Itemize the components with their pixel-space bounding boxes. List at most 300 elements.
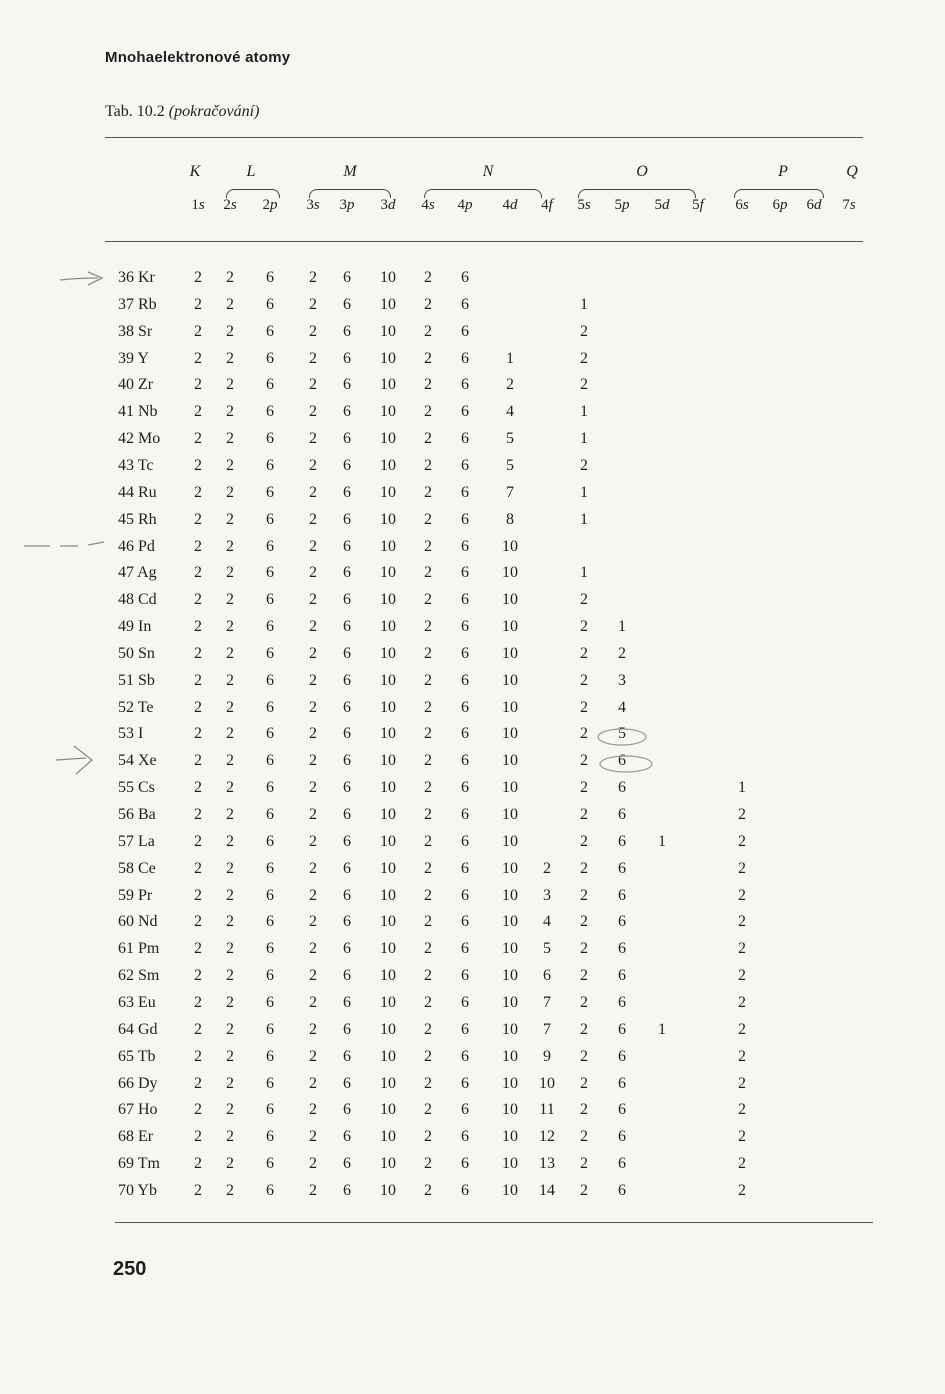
occupancy-5s: 2	[580, 886, 588, 904]
occupancy-4d: 10	[502, 1181, 518, 1199]
occupancy-4p: 6	[461, 456, 469, 474]
table-row	[0, 1074, 945, 1101]
occupancy-4p: 6	[461, 752, 469, 770]
occupancy-3p: 6	[343, 940, 351, 958]
element-label: 42 Mo	[118, 430, 161, 448]
occupancy-3p: 6	[343, 618, 351, 636]
occupancy-5s: 2	[580, 967, 588, 985]
table-top-rule	[105, 137, 863, 138]
element-label: 62 Sm	[118, 967, 160, 985]
element-label: 39 Y	[118, 349, 149, 367]
occupancy-4f: 3	[543, 886, 551, 904]
occupancy-1s: 2	[194, 779, 202, 797]
occupancy-3d: 10	[380, 1020, 396, 1038]
occupancy-3p: 6	[343, 698, 351, 716]
table-row	[0, 268, 945, 295]
occupancy-4d: 10	[502, 913, 518, 931]
occupancy-2s: 2	[226, 725, 234, 743]
occupancy-3s: 2	[309, 698, 317, 716]
occupancy-1s: 2	[194, 993, 202, 1011]
occupancy-1s: 2	[194, 510, 202, 528]
occupancy-3s: 2	[309, 564, 317, 582]
occupancy-3d: 10	[380, 725, 396, 743]
occupancy-4s: 2	[424, 940, 432, 958]
occupancy-4d: 10	[502, 1128, 518, 1146]
occupancy-3s: 2	[309, 967, 317, 985]
occupancy-1s: 2	[194, 376, 202, 394]
occupancy-1s: 2	[194, 913, 202, 931]
occupancy-2p: 6	[266, 537, 274, 555]
occupancy-3p: 6	[343, 832, 351, 850]
subshell-label-5p: 5p	[614, 197, 630, 213]
occupancy-3d: 10	[380, 537, 396, 555]
occupancy-2s: 2	[226, 671, 234, 689]
occupancy-4s: 2	[424, 430, 432, 448]
page-header-title: Mnohaelektronové atomy	[105, 49, 291, 66]
occupancy-5s: 2	[580, 591, 588, 609]
element-label: 49 In	[118, 618, 152, 636]
occupancy-4d: 10	[502, 779, 518, 797]
occupancy-4d: 10	[502, 832, 518, 850]
subshell-label-5s: 5s	[577, 197, 591, 213]
element-label: 54 Xe	[118, 752, 157, 770]
occupancy-3s: 2	[309, 1155, 317, 1173]
occupancy-4p: 6	[461, 618, 469, 636]
occupancy-2p: 6	[266, 1047, 274, 1065]
occupancy-3d: 10	[380, 322, 396, 340]
element-label: 47 Ag	[118, 564, 157, 582]
occupancy-3s: 2	[309, 269, 317, 286]
table-row	[0, 483, 945, 510]
occupancy-3d: 10	[380, 993, 396, 1011]
occupancy-4s: 2	[424, 564, 432, 582]
subshell-label-6d: 6d	[806, 197, 822, 213]
occupancy-3p: 6	[343, 510, 351, 528]
table-row	[0, 724, 945, 751]
element-label: 58 Ce	[118, 859, 156, 877]
occupancy-3d: 10	[380, 1047, 396, 1065]
subshell-label-3d: 3d	[380, 197, 396, 213]
occupancy-6s: 2	[738, 913, 746, 931]
occupancy-2s: 2	[226, 752, 234, 770]
occupancy-3s: 2	[309, 806, 317, 823]
table-row	[0, 1100, 945, 1127]
table-row	[0, 1020, 945, 1047]
occupancy-4d: 5	[506, 430, 514, 448]
occupancy-3d: 10	[380, 430, 396, 448]
occupancy-4p: 6	[461, 671, 469, 689]
occupancy-3d: 10	[380, 1181, 396, 1199]
occupancy-4p: 6	[461, 967, 469, 985]
table-row	[0, 1047, 945, 1074]
occupancy-4d: 10	[502, 698, 518, 716]
occupancy-2s: 2	[226, 940, 234, 958]
occupancy-3d: 10	[380, 1101, 396, 1119]
table-row	[0, 993, 945, 1020]
occupancy-5s: 1	[580, 510, 588, 528]
shell-label-k: K	[189, 163, 201, 180]
table-row	[0, 644, 945, 671]
table-row	[0, 832, 945, 859]
subshell-label-2p: 2p	[262, 197, 278, 213]
occupancy-4s: 2	[424, 295, 432, 313]
occupancy-3d: 10	[380, 806, 396, 823]
occupancy-5s: 2	[580, 644, 588, 662]
occupancy-3p: 6	[343, 806, 351, 823]
occupancy-1s: 2	[194, 1047, 202, 1065]
occupancy-3s: 2	[309, 779, 317, 797]
occupancy-4p: 6	[461, 1101, 469, 1119]
occupancy-4p: 6	[461, 1074, 469, 1092]
table-row	[0, 751, 945, 778]
occupancy-3d: 10	[380, 1128, 396, 1146]
occupancy-1s: 2	[194, 349, 202, 367]
table-row	[0, 402, 945, 429]
occupancy-4f: 6	[543, 967, 551, 985]
occupancy-2s: 2	[226, 376, 234, 394]
table-row	[0, 671, 945, 698]
occupancy-5s: 2	[580, 618, 588, 636]
table-caption	[105, 103, 259, 121]
occupancy-5s: 2	[580, 1181, 588, 1199]
occupancy-2p: 6	[266, 644, 274, 662]
occupancy-4p: 6	[461, 993, 469, 1011]
occupancy-3d: 10	[380, 510, 396, 528]
occupancy-5p: 6	[618, 1155, 626, 1173]
occupancy-4p: 6	[461, 1128, 469, 1146]
element-label: 55 Cs	[118, 779, 155, 797]
occupancy-4s: 2	[424, 779, 432, 797]
occupancy-2s: 2	[226, 832, 234, 850]
occupancy-4s: 2	[424, 269, 432, 286]
element-label: 45 Rh	[118, 510, 157, 528]
occupancy-2s: 2	[226, 564, 234, 582]
occupancy-5s: 2	[580, 1047, 588, 1065]
occupancy-1s: 2	[194, 403, 202, 421]
occupancy-4d: 10	[502, 1101, 518, 1119]
occupancy-1s: 2	[194, 806, 202, 823]
subshell-label-7s: 7s	[842, 197, 856, 213]
table-row	[0, 537, 945, 564]
occupancy-3p: 6	[343, 537, 351, 555]
occupancy-4s: 2	[424, 483, 432, 501]
occupancy-5s: 2	[580, 1101, 588, 1119]
occupancy-5s: 2	[580, 322, 588, 340]
occupancy-4p: 6	[461, 376, 469, 394]
element-label: 37 Rb	[118, 295, 157, 313]
occupancy-2p: 6	[266, 376, 274, 394]
occupancy-1s: 2	[194, 430, 202, 448]
occupancy-1s: 2	[194, 295, 202, 313]
occupancy-2s: 2	[226, 483, 234, 501]
subshell-label-6s: 6s	[735, 197, 749, 213]
occupancy-3s: 2	[309, 403, 317, 421]
occupancy-3p: 6	[343, 1074, 351, 1092]
occupancy-4d: 10	[502, 591, 518, 609]
table-row	[0, 966, 945, 993]
occupancy-3p: 6	[343, 1101, 351, 1119]
element-label: 63 Eu	[118, 993, 156, 1011]
occupancy-2p: 6	[266, 806, 274, 823]
occupancy-2s: 2	[226, 510, 234, 528]
element-label: 57 La	[118, 832, 155, 850]
occupancy-4f: 13	[539, 1155, 555, 1173]
occupancy-5p: 3	[618, 671, 626, 689]
element-label: 70 Yb	[118, 1181, 157, 1199]
occupancy-5p: 4	[618, 698, 626, 716]
occupancy-4s: 2	[424, 671, 432, 689]
occupancy-5s: 2	[580, 671, 588, 689]
element-label: 59 Pr	[118, 886, 153, 904]
occupancy-4d: 10	[502, 1155, 518, 1173]
occupancy-3d: 10	[380, 483, 396, 501]
occupancy-2s: 2	[226, 1020, 234, 1038]
occupancy-2s: 2	[226, 779, 234, 797]
occupancy-4d: 10	[502, 940, 518, 958]
occupancy-2s: 2	[226, 322, 234, 340]
occupancy-1s: 2	[194, 564, 202, 582]
table-row	[0, 322, 945, 349]
occupancy-5p: 6	[618, 859, 626, 877]
occupancy-3d: 10	[380, 913, 396, 931]
occupancy-5s: 2	[580, 752, 588, 770]
occupancy-5s: 2	[580, 806, 588, 823]
occupancy-2s: 2	[226, 644, 234, 662]
occupancy-2s: 2	[226, 993, 234, 1011]
occupancy-3s: 2	[309, 430, 317, 448]
occupancy-1s: 2	[194, 859, 202, 877]
element-label: 46 Pd	[118, 537, 155, 555]
shell-label-p: P	[778, 163, 788, 180]
occupancy-2s: 2	[226, 1101, 234, 1119]
occupancy-3p: 6	[343, 859, 351, 877]
pencil-arrow-kr-icon	[58, 266, 108, 288]
occupancy-3d: 10	[380, 1155, 396, 1173]
occupancy-1s: 2	[194, 752, 202, 770]
occupancy-2s: 2	[226, 806, 234, 823]
shell-label-q: Q	[846, 163, 858, 180]
element-label: 64 Gd	[118, 1020, 158, 1038]
occupancy-4s: 2	[424, 322, 432, 340]
occupancy-5p: 2	[618, 644, 626, 662]
occupancy-4d: 10	[502, 725, 518, 743]
occupancy-5p: 6	[618, 779, 626, 797]
occupancy-4d: 10	[502, 993, 518, 1011]
occupancy-2p: 6	[266, 349, 274, 367]
occupancy-2p: 6	[266, 295, 274, 313]
occupancy-2p: 6	[266, 1155, 274, 1173]
element-label: 66 Dy	[118, 1074, 158, 1092]
occupancy-2s: 2	[226, 1128, 234, 1146]
occupancy-3s: 2	[309, 349, 317, 367]
occupancy-2s: 2	[226, 886, 234, 904]
element-label: 53 I	[118, 725, 144, 743]
occupancy-4d: 10	[502, 618, 518, 636]
table-row	[0, 859, 945, 886]
occupancy-3p: 6	[343, 456, 351, 474]
occupancy-2p: 6	[266, 564, 274, 582]
occupancy-6s: 2	[738, 886, 746, 904]
element-label: 44 Ru	[118, 483, 157, 501]
occupancy-4s: 2	[424, 752, 432, 770]
table-row	[0, 778, 945, 805]
occupancy-3d: 10	[380, 403, 396, 421]
occupancy-4p: 6	[461, 564, 469, 582]
occupancy-3d: 10	[380, 859, 396, 877]
subshell-label-4p: 4p	[457, 197, 473, 213]
occupancy-6s: 2	[738, 806, 746, 823]
table-row	[0, 590, 945, 617]
occupancy-5p: 5	[618, 725, 626, 743]
occupancy-5s: 2	[580, 1128, 588, 1146]
occupancy-3s: 2	[309, 456, 317, 474]
occupancy-2s: 2	[226, 349, 234, 367]
occupancy-3p: 6	[343, 322, 351, 340]
occupancy-4s: 2	[424, 510, 432, 528]
occupancy-2p: 6	[266, 1128, 274, 1146]
occupancy-3p: 6	[343, 269, 351, 286]
occupancy-5s: 2	[580, 698, 588, 716]
occupancy-3s: 2	[309, 483, 317, 501]
occupancy-4s: 2	[424, 886, 432, 904]
shell-label-m: M	[343, 163, 357, 180]
occupancy-4p: 6	[461, 510, 469, 528]
occupancy-2p: 6	[266, 832, 274, 850]
table-row	[0, 456, 945, 483]
occupancy-4d: 10	[502, 1074, 518, 1092]
occupancy-3s: 2	[309, 1074, 317, 1092]
element-label: 67 Ho	[118, 1101, 158, 1119]
occupancy-4d: 10	[502, 1020, 518, 1038]
occupancy-1s: 2	[194, 1101, 202, 1119]
occupancy-4s: 2	[424, 1128, 432, 1146]
occupancy-4f: 10	[539, 1074, 555, 1092]
occupancy-4p: 6	[461, 725, 469, 743]
occupancy-5p: 6	[618, 832, 626, 850]
occupancy-3p: 6	[343, 1128, 351, 1146]
occupancy-1s: 2	[194, 456, 202, 474]
occupancy-4d: 10	[502, 671, 518, 689]
occupancy-4s: 2	[424, 618, 432, 636]
occupancy-3s: 2	[309, 1128, 317, 1146]
occupancy-5s: 2	[580, 859, 588, 877]
occupancy-3p: 6	[343, 349, 351, 367]
occupancy-2p: 6	[266, 1181, 274, 1199]
occupancy-2s: 2	[226, 967, 234, 985]
occupancy-3d: 10	[380, 644, 396, 662]
occupancy-1s: 2	[194, 537, 202, 555]
occupancy-4d: 1	[506, 349, 514, 367]
occupancy-4p: 6	[461, 940, 469, 958]
occupancy-1s: 2	[194, 832, 202, 850]
occupancy-4d: 2	[506, 376, 514, 394]
occupancy-6s: 2	[738, 1101, 746, 1119]
occupancy-1s: 2	[194, 1181, 202, 1199]
occupancy-2p: 6	[266, 886, 274, 904]
occupancy-2p: 6	[266, 779, 274, 797]
occupancy-3d: 10	[380, 779, 396, 797]
occupancy-6s: 2	[738, 859, 746, 877]
occupancy-2s: 2	[226, 537, 234, 555]
occupancy-3p: 6	[343, 403, 351, 421]
occupancy-2s: 2	[226, 698, 234, 716]
occupancy-1s: 2	[194, 698, 202, 716]
occupancy-4d: 7	[506, 483, 514, 501]
occupancy-5s: 2	[580, 940, 588, 958]
occupancy-2p: 6	[266, 618, 274, 636]
table-row	[0, 429, 945, 456]
occupancy-1s: 2	[194, 725, 202, 743]
occupancy-6s: 2	[738, 1181, 746, 1199]
occupancy-5s: 1	[580, 564, 588, 582]
occupancy-1s: 2	[194, 269, 202, 286]
occupancy-4d: 5	[506, 456, 514, 474]
occupancy-3s: 2	[309, 859, 317, 877]
occupancy-3p: 6	[343, 671, 351, 689]
subshell-label-3p: 3p	[339, 197, 355, 213]
element-label: 36 Kr	[118, 269, 155, 286]
occupancy-5p: 6	[618, 806, 626, 823]
occupancy-3p: 6	[343, 725, 351, 743]
occupancy-6s: 2	[738, 1155, 746, 1173]
occupancy-4s: 2	[424, 537, 432, 555]
occupancy-4d: 10	[502, 537, 518, 555]
occupancy-4f: 9	[543, 1047, 551, 1065]
occupancy-1s: 2	[194, 1020, 202, 1038]
element-label: 51 Sb	[118, 671, 155, 689]
occupancy-6s: 2	[738, 993, 746, 1011]
occupancy-2p: 6	[266, 403, 274, 421]
occupancy-1s: 2	[194, 644, 202, 662]
occupancy-5s: 1	[580, 430, 588, 448]
occupancy-1s: 2	[194, 1155, 202, 1173]
occupancy-4p: 6	[461, 859, 469, 877]
occupancy-3d: 10	[380, 376, 396, 394]
occupancy-2p: 6	[266, 591, 274, 609]
pencil-arrow-xe-icon	[52, 742, 100, 778]
occupancy-4p: 6	[461, 295, 469, 313]
occupancy-5s: 2	[580, 1020, 588, 1038]
occupancy-5s: 1	[580, 483, 588, 501]
occupancy-2s: 2	[226, 859, 234, 877]
element-label: 40 Zr	[118, 376, 154, 394]
occupancy-5p: 6	[618, 1047, 626, 1065]
occupancy-3d: 10	[380, 269, 396, 286]
occupancy-5s: 2	[580, 1074, 588, 1092]
element-label: 65 Tb	[118, 1047, 156, 1065]
occupancy-3s: 2	[309, 1181, 317, 1199]
table-row	[0, 295, 945, 322]
occupancy-6s: 2	[738, 1047, 746, 1065]
occupancy-4f: 7	[543, 1020, 551, 1038]
occupancy-1s: 2	[194, 671, 202, 689]
occupancy-4p: 6	[461, 483, 469, 501]
occupancy-3p: 6	[343, 779, 351, 797]
occupancy-2s: 2	[226, 1181, 234, 1199]
occupancy-2s: 2	[226, 430, 234, 448]
occupancy-3s: 2	[309, 886, 317, 904]
occupancy-5p: 1	[618, 618, 626, 636]
occupancy-4s: 2	[424, 1101, 432, 1119]
occupancy-4d: 10	[502, 806, 518, 823]
element-label: 38 Sr	[118, 322, 153, 340]
occupancy-3p: 6	[343, 913, 351, 931]
table-row	[0, 939, 945, 966]
occupancy-3p: 6	[343, 644, 351, 662]
occupancy-2p: 6	[266, 993, 274, 1011]
occupancy-3s: 2	[309, 725, 317, 743]
element-label: 52 Te	[118, 698, 154, 716]
